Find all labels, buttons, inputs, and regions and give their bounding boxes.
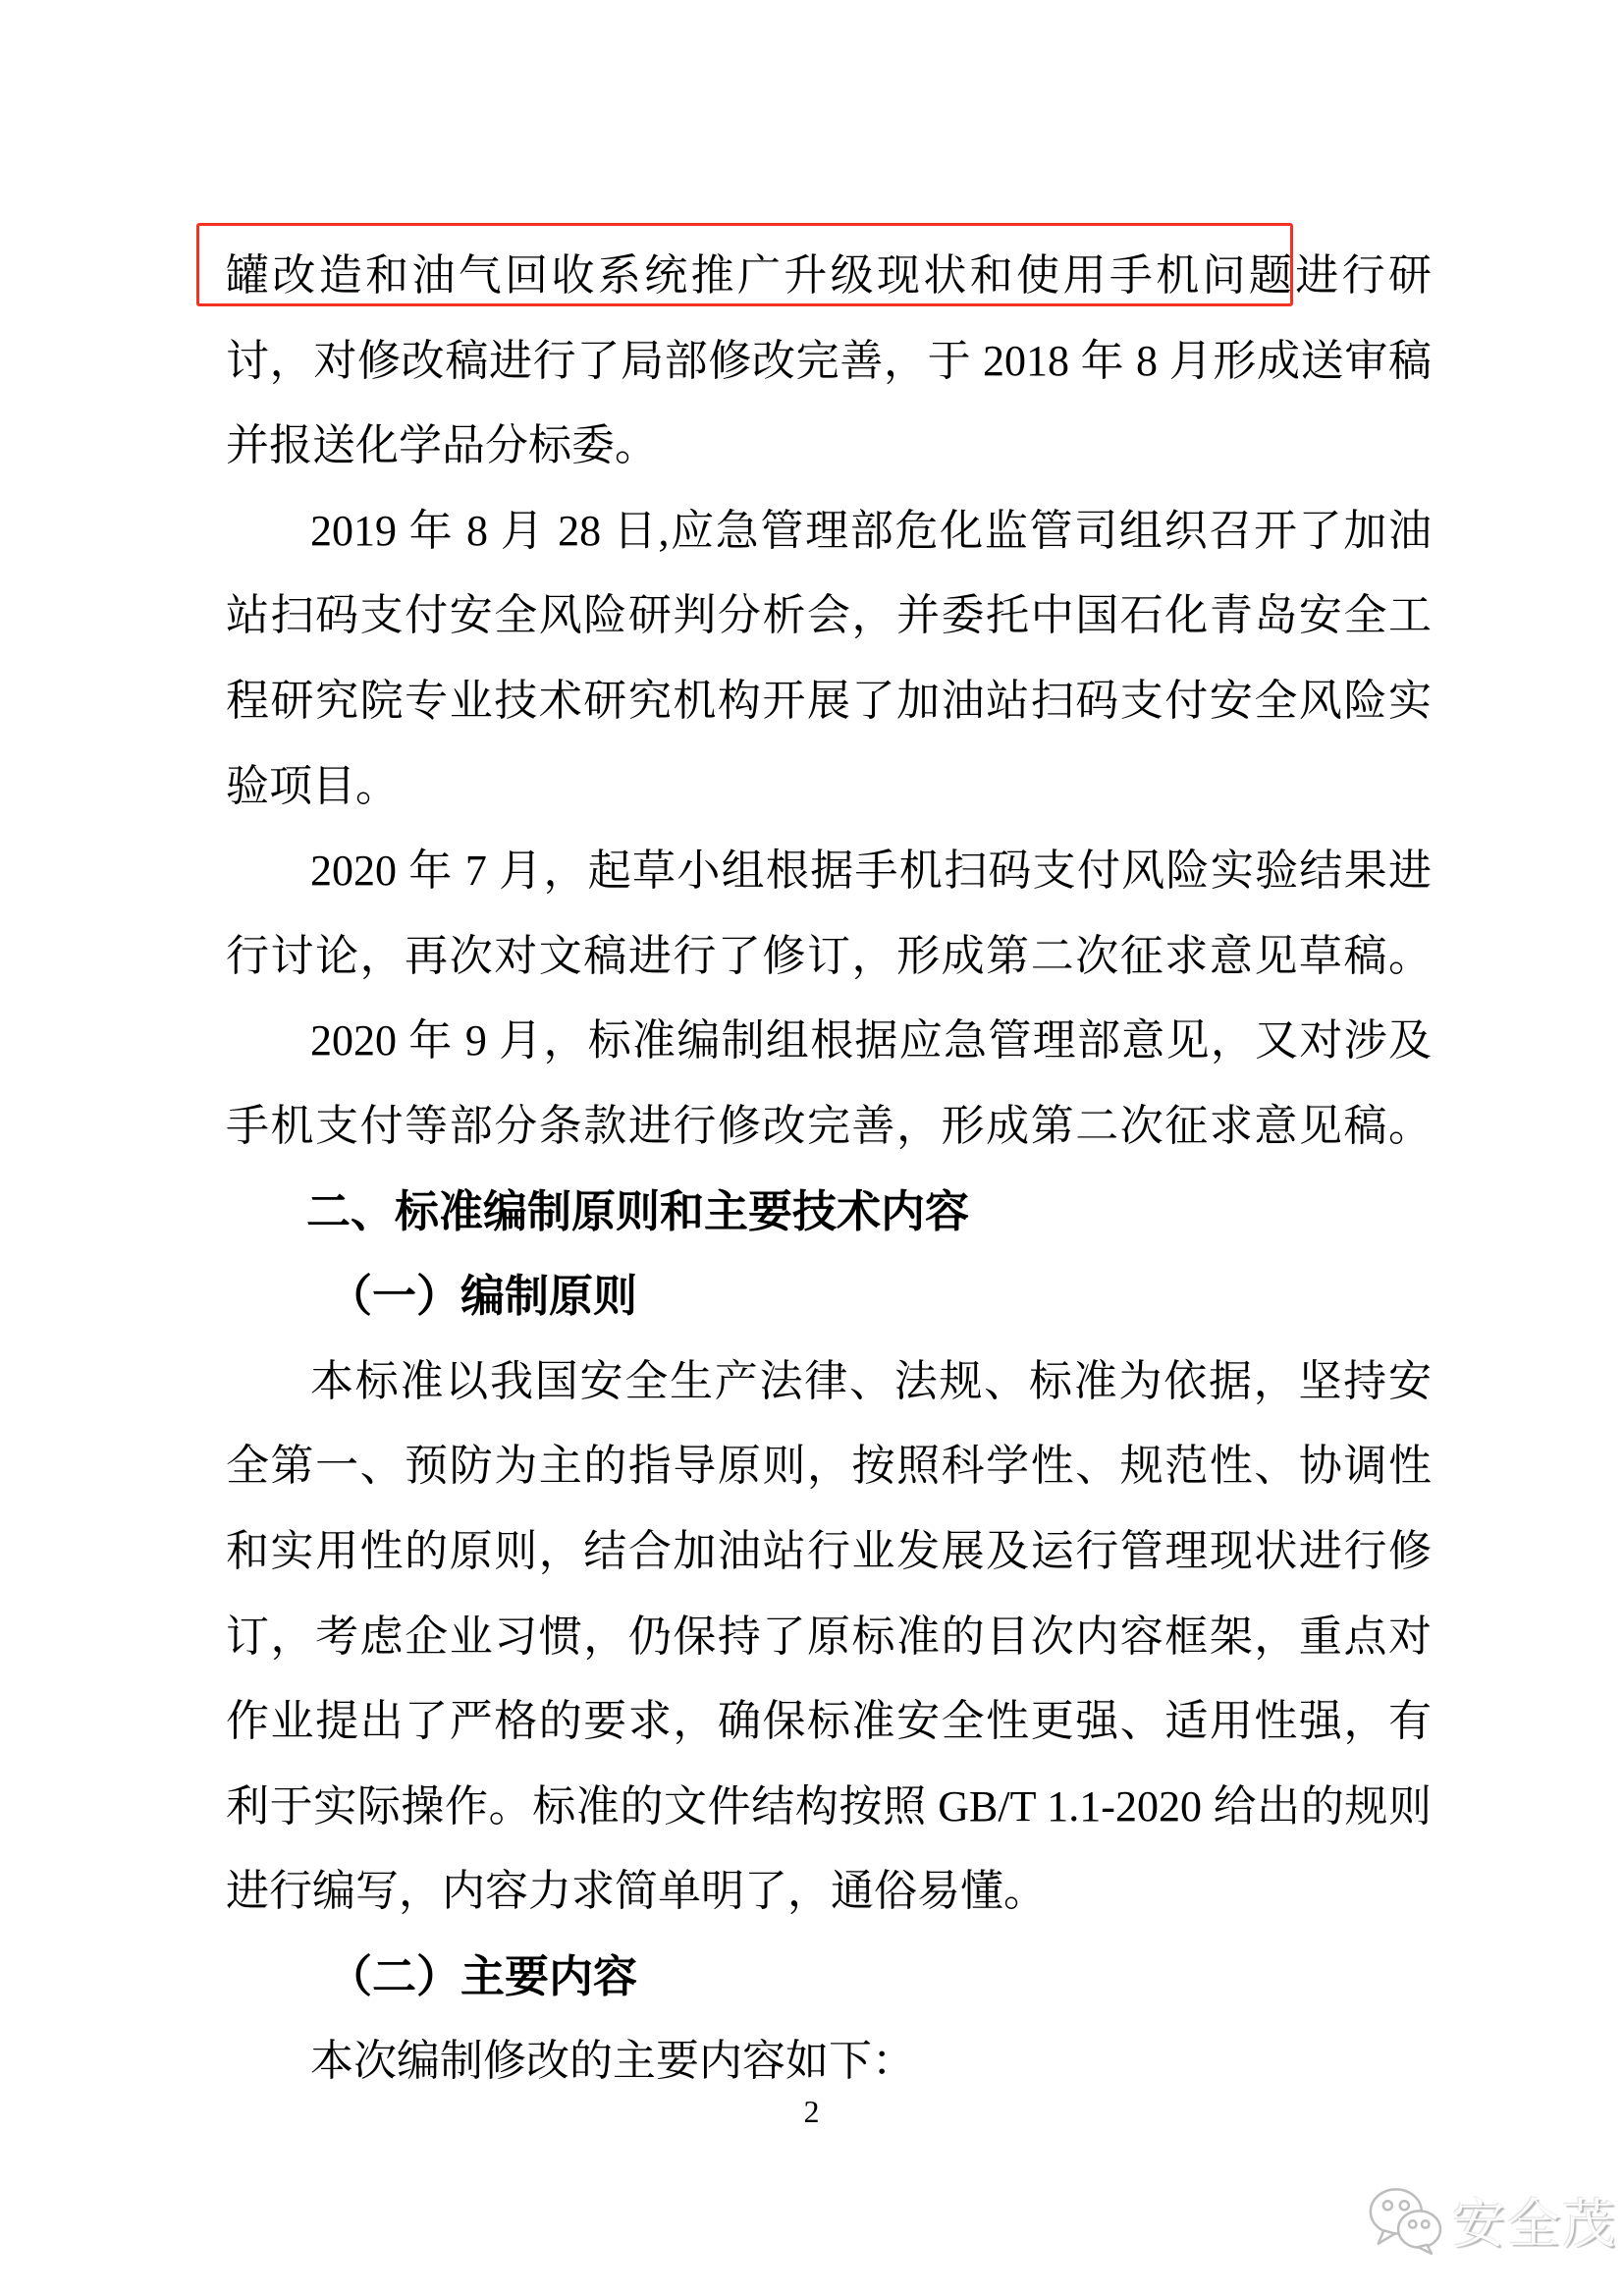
page-number: 2: [803, 2094, 820, 2129]
text-line: 2020 年 7 月，起草小组根据手机扫码支付风险实验结果进: [310, 847, 1432, 896]
watermark-text: 安全茂: [1452, 2195, 1617, 2254]
text-line: 站扫码支付安全风险研判分析会，并委托中国石化青岛安全工: [226, 591, 1432, 640]
wechat-icon: [1368, 2186, 1444, 2255]
text-line: 本次编制修改的主要内容如下：: [310, 2037, 915, 2086]
text-line: 程研究院专业技术研究机构开展了加油站扫码支付安全风险实: [226, 676, 1432, 725]
text-line: 行讨论，再次对文稿进行了修订，形成第二次征求意见草稿。: [226, 931, 1432, 980]
text-line: 利于实际操作。标准的文件结构按照 GB/T 1.1-2020 给出的规则: [226, 1781, 1432, 1831]
text-line: 全第一、预防为主的指导原则，按照科学性、规范性、协调性: [226, 1442, 1432, 1491]
text-line: 讨，对修改稿进行了局部修改完善，于 2018 年 8 月形成送审稿: [226, 336, 1432, 385]
document-body: [226, 234, 1432, 2105]
text-line: 和实用性的原则，结合加油站行业发展及运行管理现状进行修: [226, 1526, 1432, 1575]
text-line: 本标准以我国安全生产法律、法规、标准为依据，坚持安: [310, 1356, 1432, 1405]
watermark: [1368, 2182, 1617, 2258]
heading-sub: （二）主要内容: [328, 1951, 638, 2001]
heading-major: 二、标准编制原则和主要技术内容: [306, 1185, 970, 1236]
text-line: 2019 年 8 月 28 日,应急管理部危化监管司组织召开了加油: [310, 506, 1432, 555]
text-line: 2020 年 9 月，标准编制组根据应急管理部意见，又对涉及: [310, 1016, 1432, 1066]
text-line: 并报送化学品分标委。: [226, 421, 658, 470]
text-line: 进行编写，内容力求简单明了，通俗易懂。: [226, 1867, 1047, 1916]
text-line: 订，考虑企业习惯，仍保持了原标准的目次内容框架，重点对: [226, 1612, 1432, 1661]
text-line: 手机支付等部分条款进行修改完善，形成第二次征求意见稿。: [226, 1101, 1432, 1150]
text-line: 验项目。: [226, 761, 399, 810]
heading-sub: （一）编制原则: [328, 1272, 638, 1322]
text-line: 作业提出了严格的要求，确保标准安全性更强、适用性强，有: [226, 1697, 1432, 1746]
text-line: 罐改造和油气回收系统推广升级现状和使用手机问题进行研: [226, 251, 1432, 300]
